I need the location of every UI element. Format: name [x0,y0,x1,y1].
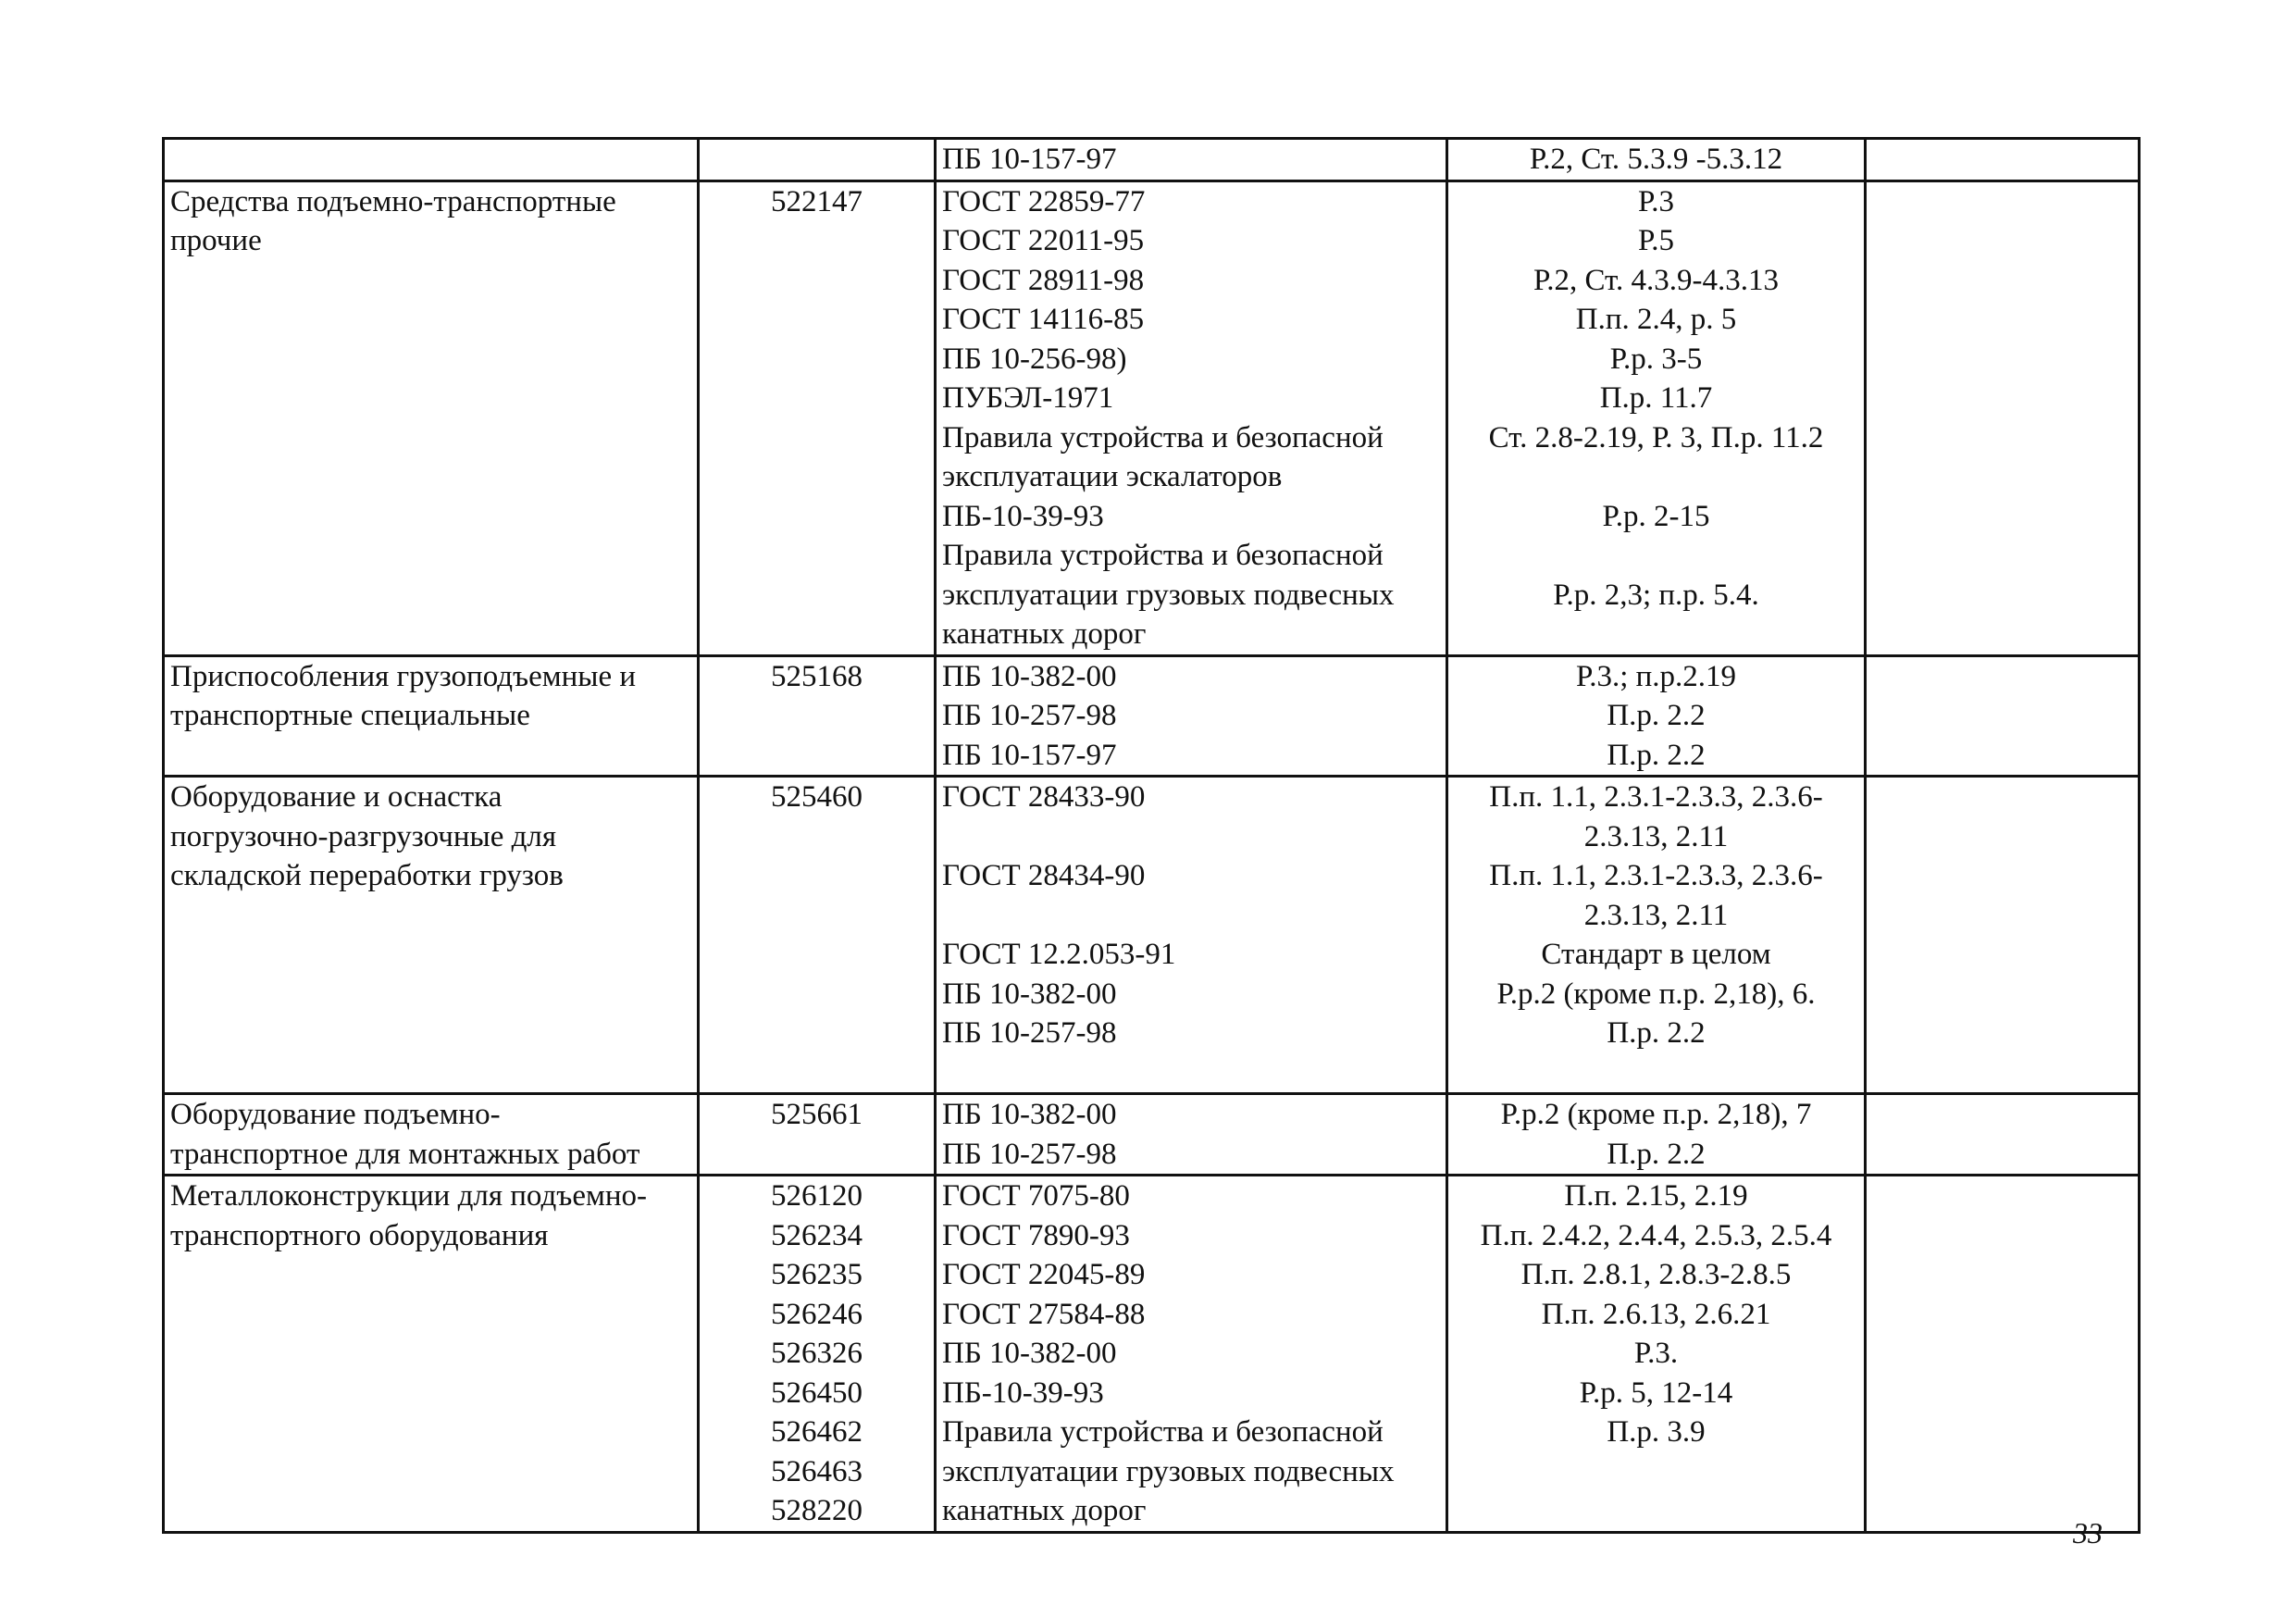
normative-document: канатных дорог [942,1494,1147,1527]
empty-cell [1866,655,2140,777]
name-cell [164,777,699,1094]
document-section: П.р. 2.2 [1607,1016,1706,1050]
normative-document: ГОСТ 22045-89 [942,1258,1146,1291]
normative-document [942,896,1440,936]
normative-document: эксплуатации эскалаторов [942,460,1283,493]
product-code: 526462 [771,1415,863,1449]
name-cell [164,139,699,181]
normative-document: ПБ 10-257-98 [942,1016,1117,1050]
document-section: Р.5 [1638,224,1674,257]
product-code: 526235 [771,1258,863,1291]
document-section: Р.р. 5, 12-14 [1579,1375,1733,1410]
normative-document: ПБ 10-382-00 [942,1098,1117,1131]
normative-document: ГОСТ 22859-77 [942,184,1146,218]
document-section: П.п. 1.1, 2.3.1-2.3.3, 2.3.6- [1489,780,1823,814]
document-section: П.п. 2.6.13, 2.6.21 [1541,1297,1771,1331]
normative-document: ГОСТ 28434-90 [942,859,1146,892]
normative-document: ПБ 10-257-98 [942,1137,1117,1171]
name-cell [164,655,699,777]
product-code: 525168 [771,659,863,693]
codes-cell [699,1094,936,1176]
normative-document: ГОСТ 22011-95 [942,224,1145,257]
document-section: П.п. 1.1, 2.3.1-2.3.3, 2.3.6- [1489,859,1823,892]
document-section: Р.р.2 (кроме п.р. 2,18), 7 [1500,1098,1812,1131]
document-section: П.п. 2.15, 2.19 [1564,1179,1748,1213]
document-section: Р.р. 3-5 [1609,342,1703,376]
normative-document: эксплуатации грузовых подвесных [942,1454,1395,1488]
sections-cell [1447,1094,1866,1176]
document-section [1454,615,1858,654]
product-code: 526326 [771,1337,863,1370]
normative-document: ПБ 10-257-98 [942,699,1117,732]
table-row [164,1176,2140,1533]
table-row [164,777,2140,1094]
normative-document: канатных дорог [942,617,1147,651]
docs-cell [936,655,1447,777]
normative-document: ПУБЭЛ-1971 [942,381,1114,415]
normative-document: эксплуатации грузовых подвесных [942,578,1395,612]
document-section: П.р. 2.2 [1607,699,1706,732]
document-section: П.п. 2.4, р. 5 [1575,303,1737,336]
normative-document: ГОСТ 28911-98 [942,263,1145,297]
sections-cell [1447,139,1866,181]
normative-document: ГОСТ 12.2.053-91 [942,938,1176,971]
docs-cell [936,1176,1447,1533]
document-section: П.п. 2.8.1, 2.8.3-2.8.5 [1520,1258,1792,1291]
normative-document: ПБ 10-157-97 [942,738,1117,772]
normative-document: ГОСТ 14116-85 [942,303,1145,336]
document-section [1454,457,1858,497]
product-name-line: погрузочно-разгрузочные для [170,819,557,853]
page-number: 33 [2073,1516,2103,1550]
normative-document: ПБ 10-382-00 [942,659,1117,693]
normative-document: Правила устройства и безопасной [942,539,1384,572]
product-code: 522147 [771,184,863,218]
empty-cell [1866,139,2140,181]
normative-document: ГОСТ 7075-80 [942,1179,1130,1213]
document-section: 2.3.13, 2.11 [1583,898,1729,932]
normative-document: ГОСТ 27584-88 [942,1297,1146,1331]
normative-document: Правила устройства и безопасной [942,420,1384,454]
document-section: Ст. 2.8-2.19, Р. 3, П.р. 11.2 [1488,420,1824,454]
normative-document [942,817,1440,857]
docs-cell [936,1094,1447,1176]
document-section: П.р. 3.9 [1607,1415,1706,1449]
document-section: Стандарт в целом [1541,938,1771,971]
table-row [164,655,2140,777]
product-code: 526120 [771,1179,863,1213]
table-row [164,1094,2140,1176]
table-body [164,139,2140,1533]
product-name-line: Средства подъемно-транспортные [170,184,616,218]
product-code: 526234 [771,1218,863,1252]
normative-document: ПБ 10-382-00 [942,1337,1117,1370]
product-name-line: транспортного оборудования [170,1218,549,1252]
product-name-line: складской переработки грузов [170,859,564,892]
document-section: Р.р.2 (кроме п.р. 2,18), 6. [1496,977,1816,1011]
normative-document: ПБ 10-157-97 [942,143,1117,176]
normative-document: ГОСТ 28433-90 [942,780,1146,814]
product-code: 526450 [771,1375,863,1410]
normative-document: ПБ-10-39-93 [942,1375,1104,1410]
empty-cell [1866,1176,2140,1533]
document-section [1454,536,1858,576]
document-section: П.р. 2.2 [1607,738,1706,772]
document-section: П.р. 2.2 [1607,1137,1706,1171]
name-cell [164,1094,699,1176]
normative-document [942,1053,1440,1093]
product-name-line: транспортное для монтажных работ [170,1137,640,1171]
document-section: Р.3. [1633,1337,1679,1370]
document-section: Р.2, Ст. 4.3.9-4.3.13 [1533,263,1779,297]
name-cell [164,1176,699,1533]
document-section: П.п. 2.4.2, 2.4.4, 2.5.3, 2.5.4 [1480,1218,1832,1252]
document-section [1454,1452,1858,1492]
product-name-line: Приспособления грузоподъемные и [170,659,637,693]
document-section: П.р. 11.7 [1599,381,1713,415]
document-section: Р.р. 2-15 [1602,499,1710,533]
codes-cell [699,1176,936,1533]
sections-cell [1447,655,1866,777]
docs-cell [936,139,1447,181]
product-code: 526463 [771,1454,863,1488]
codes-cell [699,777,936,1094]
normative-document: ПБ 10-256-98) [942,342,1127,376]
product-code: 528220 [771,1494,863,1527]
codes-cell [699,180,936,655]
document-section: 2.3.13, 2.11 [1583,819,1729,853]
table-row [164,139,2140,181]
document-section [1454,1053,1858,1093]
product-code: 526246 [771,1297,863,1331]
empty-cell [1866,1094,2140,1176]
table-row [164,180,2140,655]
product-name-line: Оборудование подъемно- [170,1098,501,1131]
normative-document: Правила устройства и безопасной [942,1415,1384,1449]
sections-cell [1447,777,1866,1094]
document-section [1454,1491,1858,1531]
document-section: Р.р. 2,3; п.р. 5.4. [1553,578,1759,612]
sections-cell [1447,1176,1866,1533]
normative-document: ПБ 10-382-00 [942,977,1117,1011]
docs-cell [936,180,1447,655]
codes-cell [699,139,936,181]
document-section: Р.3 [1638,184,1674,218]
sections-cell [1447,180,1866,655]
docs-cell [936,777,1447,1094]
product-code: 525661 [771,1098,863,1131]
document-section: Р.2, Ст. 5.3.9 -5.3.12 [1529,143,1783,176]
normative-document: ПБ-10-39-93 [942,499,1104,533]
empty-cell [1866,180,2140,655]
product-name-line: транспортные специальные [170,699,530,732]
product-name-line: прочие [170,224,262,257]
normative-document: ГОСТ 7890-93 [942,1218,1130,1252]
product-name-line: Металлоконструкции для подъемно- [170,1179,647,1213]
codes-cell [699,655,936,777]
standards-table [162,137,2141,1534]
document-section: Р.3.; п.р.2.19 [1575,659,1737,693]
empty-cell [1866,777,2140,1094]
product-code: 525460 [771,780,863,814]
product-name-line: Оборудование и оснастка [170,780,503,814]
name-cell [164,180,699,655]
